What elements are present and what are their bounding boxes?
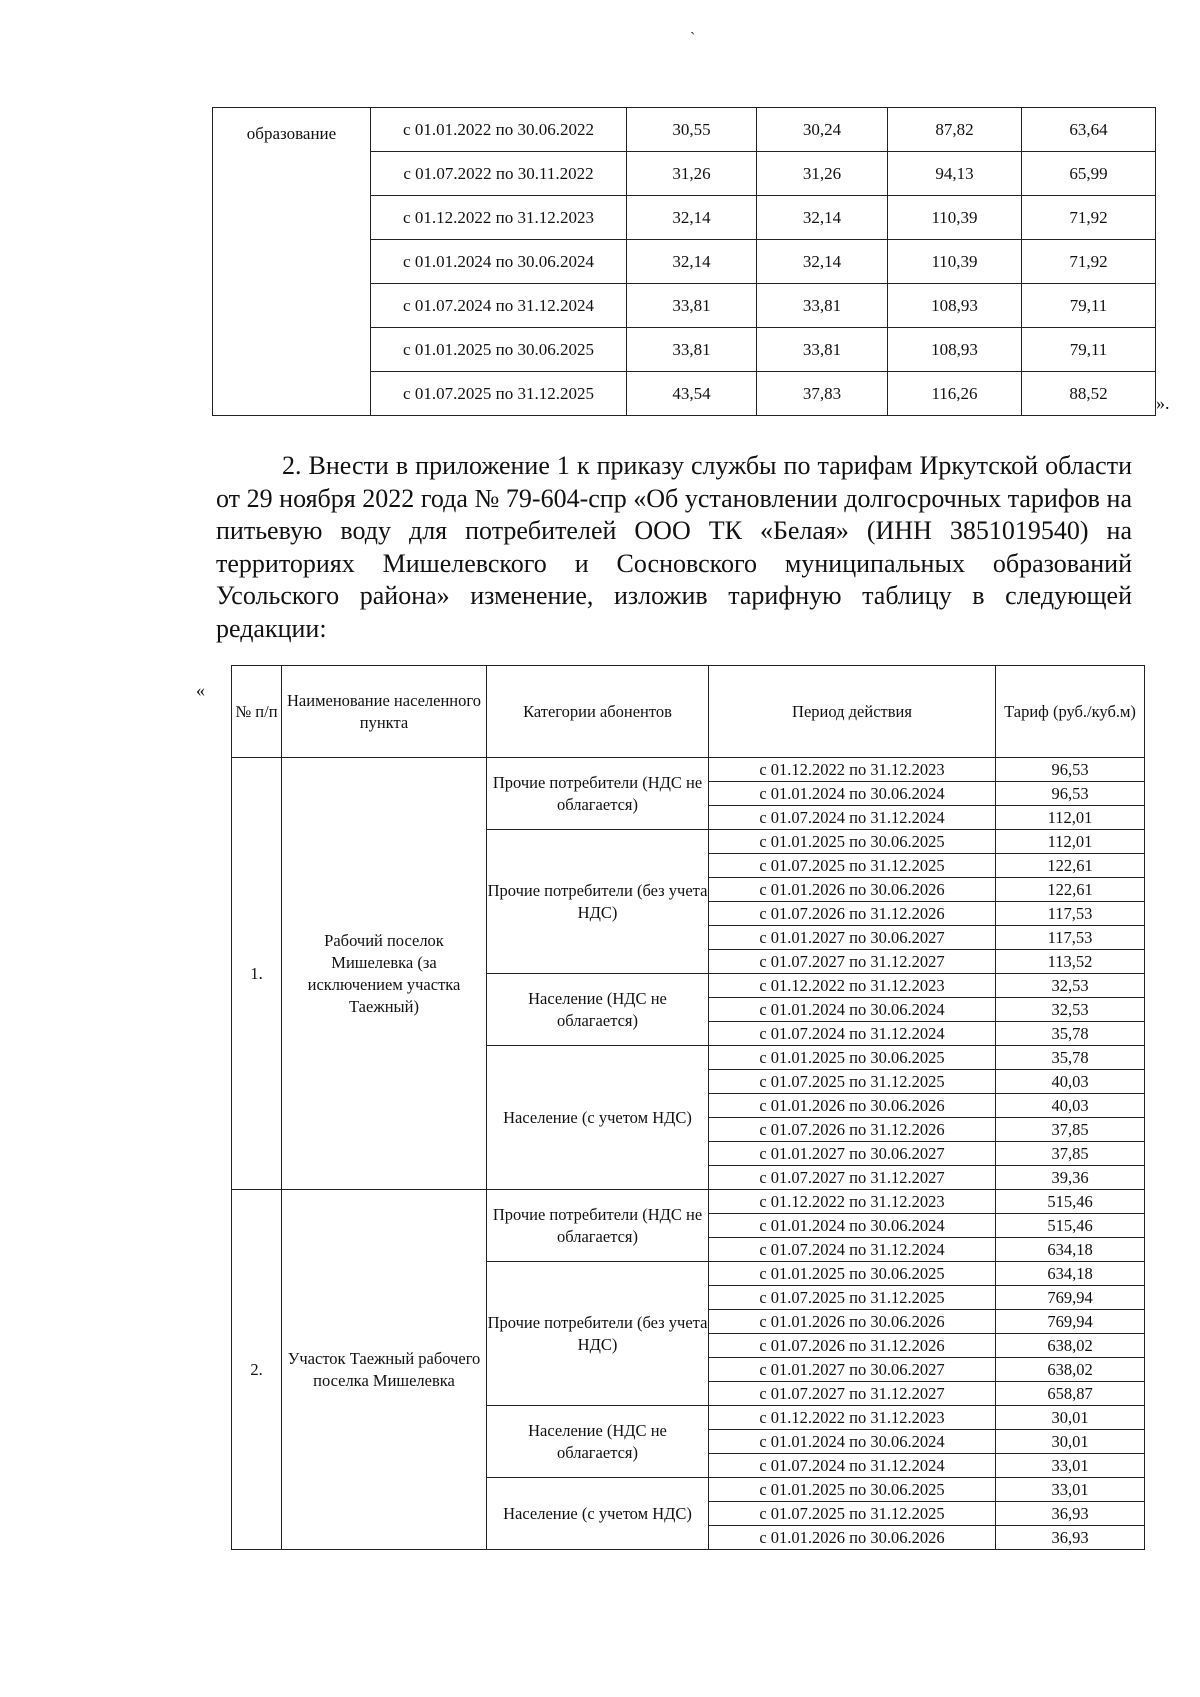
value-cell: 65,99	[1022, 152, 1156, 196]
period-cell: с 01.07.2022 по 30.11.2022	[371, 152, 627, 196]
value-cell: 32,14	[627, 196, 757, 240]
tariff-cell: 122,61	[996, 854, 1145, 878]
value-cell: 33,81	[627, 328, 757, 372]
period-cell: с 01.07.2027 по 31.12.2027	[709, 1166, 996, 1190]
tariff-cell: 39,36	[996, 1166, 1145, 1190]
period-cell: с 01.07.2024 по 31.12.2024	[709, 1022, 996, 1046]
value-cell: 31,26	[757, 152, 888, 196]
value-cell: 33,81	[757, 284, 888, 328]
period-cell: с 01.12.2022 по 31.12.2023	[709, 1190, 996, 1214]
period-cell: с 01.01.2026 по 30.06.2026	[709, 1526, 996, 1550]
tariff-cell: 30,01	[996, 1430, 1145, 1454]
period-cell: с 01.01.2025 по 30.06.2025	[709, 1046, 996, 1070]
tariff-cell: 769,94	[996, 1286, 1145, 1310]
tariff-cell: 117,53	[996, 902, 1145, 926]
subscriber-category: Население (НДС не облагается)	[487, 1406, 709, 1478]
value-cell: 43,54	[627, 372, 757, 416]
previous-tariff-table	[212, 107, 1156, 416]
header-period: Период действия	[709, 666, 996, 758]
settlement-name: Рабочий поселок Мишелевка (за исключением участка Таежный)	[282, 758, 487, 1190]
period-cell: с 01.07.2025 по 31.12.2025	[709, 1286, 996, 1310]
period-cell: с 01.01.2025 по 30.06.2025	[709, 1478, 996, 1502]
subscriber-category: Прочие потребители (НДС не облагается)	[487, 758, 709, 830]
period-cell: с 01.01.2027 по 30.06.2027	[709, 926, 996, 950]
value-cell: 79,11	[1022, 328, 1156, 372]
period-cell: с 01.07.2027 по 31.12.2027	[709, 1382, 996, 1406]
value-cell: 108,93	[888, 284, 1022, 328]
tariff-cell: 638,02	[996, 1358, 1145, 1382]
subscriber-category: Прочие потребители (НДС не облагается)	[487, 1190, 709, 1262]
tariff-table-header	[232, 666, 1145, 758]
period-cell: с 01.07.2025 по 31.12.2025	[371, 372, 627, 416]
tariff-cell: 33,01	[996, 1454, 1145, 1478]
tariff-cell: 638,02	[996, 1334, 1145, 1358]
subscriber-category: Прочие потребители (без учета НДС)	[487, 830, 709, 974]
period-cell: с 01.12.2022 по 31.12.2023	[709, 974, 996, 998]
tariff-cell: 33,01	[996, 1478, 1145, 1502]
period-cell: с 01.01.2024 по 30.06.2024	[709, 1430, 996, 1454]
settlement-name: Участок Таежный рабочего поселка Мишелевка	[282, 1190, 487, 1550]
tariff-cell: 634,18	[996, 1238, 1145, 1262]
value-cell: 108,93	[888, 328, 1022, 372]
value-cell: 71,92	[1022, 240, 1156, 284]
tariff-cell: 35,78	[996, 1046, 1145, 1070]
row-number: 1.	[232, 758, 282, 1190]
tariff-table	[231, 665, 1145, 1550]
value-cell: 32,14	[757, 196, 888, 240]
subscriber-category: Население (с учетом НДС)	[487, 1478, 709, 1550]
closing-quote: ».	[1156, 393, 1170, 413]
subscriber-category: Прочие потребители (без учета НДС)	[487, 1262, 709, 1406]
period-cell: с 01.01.2026 по 30.06.2026	[709, 1310, 996, 1334]
tariff-cell: 96,53	[996, 758, 1145, 782]
period-cell: с 01.07.2025 по 31.12.2025	[709, 1502, 996, 1526]
tariff-cell: 37,85	[996, 1142, 1145, 1166]
tariff-cell: 112,01	[996, 806, 1145, 830]
period-cell: с 01.07.2026 по 31.12.2026	[709, 1334, 996, 1358]
value-cell: 88,52	[1022, 372, 1156, 416]
period-cell: с 01.01.2027 по 30.06.2027	[709, 1358, 996, 1382]
period-cell: с 01.07.2024 по 31.12.2024	[709, 806, 996, 830]
tariff-cell: 658,87	[996, 1382, 1145, 1406]
period-cell: с 01.07.2024 по 31.12.2024	[371, 284, 627, 328]
value-cell: 33,81	[627, 284, 757, 328]
header-tariff: Тариф (руб./куб.м)	[996, 666, 1145, 758]
tariff-cell: 40,03	[996, 1094, 1145, 1118]
period-cell: с 01.07.2025 по 31.12.2025	[709, 1070, 996, 1094]
tariff-cell: 96,53	[996, 782, 1145, 806]
value-cell: 31,26	[627, 152, 757, 196]
table-row	[213, 108, 1156, 152]
tariff-cell: 515,46	[996, 1214, 1145, 1238]
period-cell: с 01.01.2026 по 30.06.2026	[709, 1094, 996, 1118]
tariff-cell: 112,01	[996, 830, 1145, 854]
period-cell: с 01.01.2024 по 30.06.2024	[371, 240, 627, 284]
value-cell: 110,39	[888, 196, 1022, 240]
period-cell: с 01.12.2022 по 31.12.2023	[709, 758, 996, 782]
tariff-cell: 35,78	[996, 1022, 1145, 1046]
value-cell: 63,64	[1022, 108, 1156, 152]
period-cell: с 01.01.2025 по 30.06.2025	[371, 328, 627, 372]
header-category: Категории абонентов	[487, 666, 709, 758]
period-cell: с 01.01.2026 по 30.06.2026	[709, 878, 996, 902]
period-cell: с 01.01.2025 по 30.06.2025	[709, 830, 996, 854]
period-cell: с 01.01.2025 по 30.06.2025	[709, 1262, 996, 1286]
tariff-cell: 30,01	[996, 1406, 1145, 1430]
value-cell: 32,14	[627, 240, 757, 284]
header-place: Наименование населенного пункта	[282, 666, 487, 758]
value-cell: 37,83	[757, 372, 888, 416]
row-number: 2.	[232, 1190, 282, 1550]
tariff-cell: 36,93	[996, 1502, 1145, 1526]
period-cell: с 01.01.2024 по 30.06.2024	[709, 782, 996, 806]
period-cell: с 01.01.2024 по 30.06.2024	[709, 1214, 996, 1238]
tariff-cell: 113,52	[996, 950, 1145, 974]
tariff-cell: 122,61	[996, 878, 1145, 902]
tariff-cell: 36,93	[996, 1526, 1145, 1550]
period-cell: с 01.12.2022 по 31.12.2023	[709, 1406, 996, 1430]
scan-mark: `	[690, 30, 696, 47]
tariff-cell: 515,46	[996, 1190, 1145, 1214]
period-cell: с 01.12.2022 по 31.12.2023	[371, 196, 627, 240]
value-cell: 79,11	[1022, 284, 1156, 328]
period-cell: с 01.07.2025 по 31.12.2025	[709, 854, 996, 878]
value-cell: 116,26	[888, 372, 1022, 416]
period-cell: с 01.01.2022 по 30.06.2022	[371, 108, 627, 152]
value-cell: 94,13	[888, 152, 1022, 196]
period-cell: с 01.01.2024 по 30.06.2024	[709, 998, 996, 1022]
value-cell: 87,82	[888, 108, 1022, 152]
period-cell: с 01.07.2024 по 31.12.2024	[709, 1454, 996, 1478]
table-row	[232, 758, 1145, 782]
tariff-cell: 117,53	[996, 926, 1145, 950]
value-cell: 32,14	[757, 240, 888, 284]
value-cell: 30,55	[627, 108, 757, 152]
period-cell: с 01.07.2024 по 31.12.2024	[709, 1238, 996, 1262]
value-cell: 33,81	[757, 328, 888, 372]
period-cell: с 01.07.2026 по 31.12.2026	[709, 1118, 996, 1142]
period-cell: с 01.01.2027 по 30.06.2027	[709, 1142, 996, 1166]
header-num: № п/п	[232, 666, 282, 758]
table-row	[232, 1190, 1145, 1214]
subscriber-category: Население (с учетом НДС)	[487, 1046, 709, 1190]
amendment-paragraph: 2. Внести в приложение 1 к приказу службы по тарифам Иркутской области от 29 ноября 2022 года № 79-604-спр «Об установлении долгосрочных тарифов на питьевую воду для потребителей ООО ТК «Белая» (ИНН 3851019540) на территориях Мишелевского и Сосновского муниципальных образований Усольского района» изменение, изложив тарифную таблицу в следующей редакции:	[216, 451, 1132, 643]
tariff-cell: 32,53	[996, 998, 1145, 1022]
value-cell: 71,92	[1022, 196, 1156, 240]
tariff-cell: 769,94	[996, 1310, 1145, 1334]
period-cell: с 01.07.2026 по 31.12.2026	[709, 902, 996, 926]
subscriber-category: Население (НДС не облагается)	[487, 974, 709, 1046]
period-cell: с 01.07.2027 по 31.12.2027	[709, 950, 996, 974]
opening-quote: «	[196, 680, 205, 700]
category-label: образование	[213, 108, 371, 416]
tariff-cell: 634,18	[996, 1262, 1145, 1286]
value-cell: 30,24	[757, 108, 888, 152]
tariff-cell: 37,85	[996, 1118, 1145, 1142]
value-cell: 110,39	[888, 240, 1022, 284]
tariff-cell: 32,53	[996, 974, 1145, 998]
tariff-cell: 40,03	[996, 1070, 1145, 1094]
